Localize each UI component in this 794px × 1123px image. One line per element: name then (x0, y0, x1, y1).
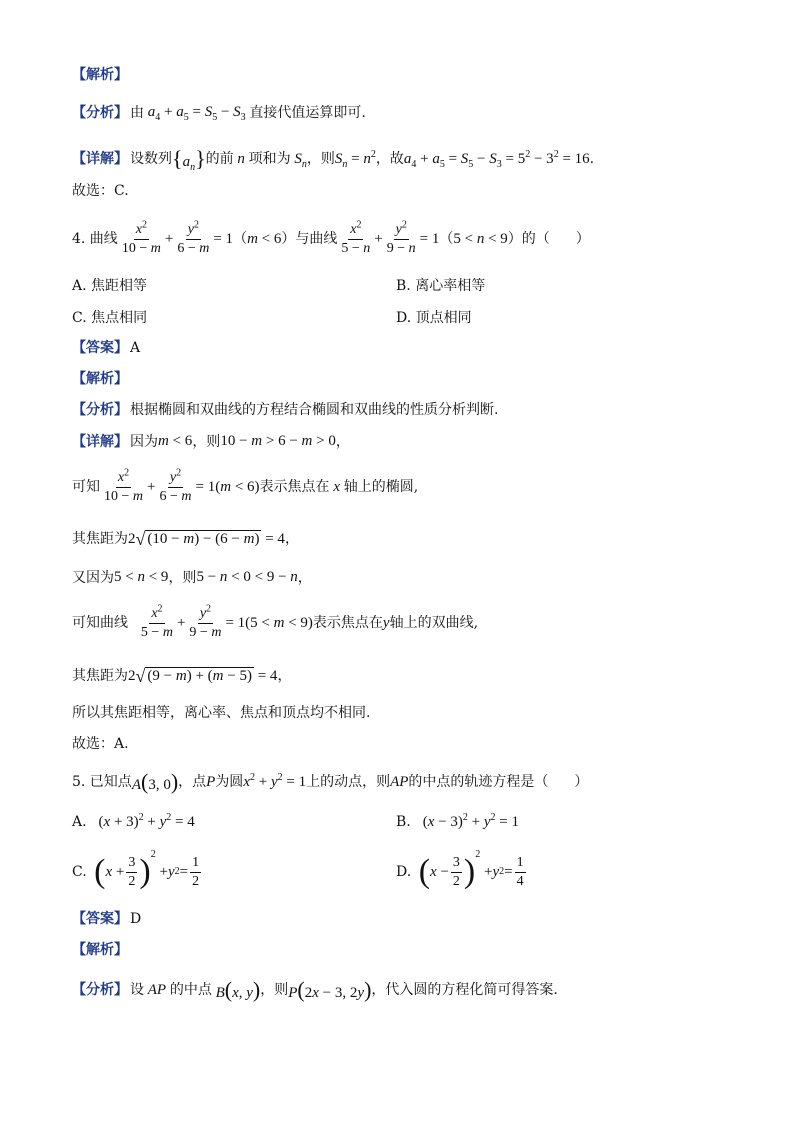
fenxi-q5: 【分析】 设 AP 的中点 B(x, y) ，则 P(2x − 3, 2y) ，代入圆的方程化简可得答案. (72, 977, 558, 1002)
option-b[interactable]: B. 离心率相等 (396, 278, 486, 294)
q4-options-row1 (72, 278, 732, 294)
jiexi-tag: 【解析】 (72, 67, 128, 83)
formula: $\{a_n\}$ (172, 146, 206, 173)
q5-options-row2 (72, 849, 732, 892)
option-a[interactable]: A. $(x + 3)^2 + y^2 = 4$ (72, 811, 195, 830)
q4-conclusion: 所以其焦距相等，离心率、焦点和顶点均不相同. (72, 705, 371, 721)
xiangjie-q4: 【详解】 因为 m < 6 ，则 10 − m > 6 − m > 0 ， (72, 433, 350, 450)
q4-focal-2: 其焦距为 2 √ (9 − m) + (m − 5) = 4 ， (72, 666, 292, 686)
option-b[interactable]: B. $(x - 3)^2 + y^2 = 1$ (396, 811, 519, 830)
choose-q4: 故选：A. (72, 736, 129, 752)
option-c[interactable]: C. 焦点相同 (72, 310, 148, 326)
answer-q5: 【答案】 D (72, 911, 142, 927)
daan-tag: 【答案】 (72, 340, 128, 356)
option-a[interactable]: A. 焦距相等 (72, 278, 148, 294)
fenxi-tag: 【分析】 (72, 104, 128, 121)
xiangjie-tag: 【详解】 (72, 151, 128, 167)
fenxi-q4: 【分析】 根据椭圆和双曲线的方程结合椭圆和双曲线的性质分析判断. (72, 402, 499, 418)
option-d[interactable]: D. 顶点相同 (396, 310, 472, 326)
choose-q3: 故选：C. (72, 183, 129, 199)
q4-ellipse-line: 可知 $\frac{x^2}{10 - m}$ + $\frac{y^2}{6 - m}$ = 1(m < 6) 表示焦点在 x 轴上的椭圆, (72, 466, 419, 504)
question-5-stem: 5. 已知点 A(3, 0) ，点 P 为圆 $x^2 + y^2 = 1$ 上的动点，则 AP 的中点的轨迹方程是（ ） (72, 769, 589, 794)
q4-youyin: 又因为 5 < n < 9 ，则 5 − n < 0 < 9 − n ， (72, 569, 312, 586)
q4-hyperbola-line: 可知曲线 $\frac{x^2}{5 - m}$ + $\frac{y^2}{9 - m}$ = 1(5 < m < 9) 表示焦点在 y 轴上的双曲线, (72, 602, 479, 640)
option-c[interactable]: C. ( x + $\frac{3}{2}$ ) 2 + y 2 = $\frac{1}{2}$ (72, 849, 200, 890)
option-d[interactable]: D. ( x − $\frac{3}{2}$ ) 2 + y 2 = $\frac{1}{4}$ (396, 849, 524, 890)
jiexi-heading-q5: 【解析】 (72, 942, 128, 958)
q4-options-row2 (72, 310, 732, 326)
answer-q4: 【答案】 A (72, 340, 141, 356)
jiexi-heading-q4: 【解析】 (72, 371, 128, 387)
question-4-stem: 4. 曲线 $\frac{x^2}{10 - m}$ + $\frac{y^2}{6 - m}$ = 1 （ m < 6 ）与曲线 $\frac{x^2}{5 - n}$ + $\frac{y^2}{9 - n}$ = 1 （ 5 < n < 9 ）的（ ） (72, 218, 590, 256)
fenxi-q3: 【分析】 由 $a_4 + a_5 = S_5 - S_3$ 直接代值运算即可. (72, 104, 366, 123)
q4-focal-1: 其焦距为 2 √ (10 − m) − (6 − m) = 4 ， (72, 529, 299, 549)
jiexi-heading-q3 (72, 68, 732, 82)
q5-options-row1 (72, 812, 732, 832)
formula: $a_4 + a_5 = S_5 - S_3$ (147, 104, 246, 123)
xiangjie-q3: 【详解】 设数列 $\{a_n\}$ 的前 n 项和为 $S_n$ ，则 $S_n = n^2$ ，故 $a_4 + a_5 = S_5 - S_3 = 5^2 - 3^2 = 16$ . (72, 146, 595, 173)
